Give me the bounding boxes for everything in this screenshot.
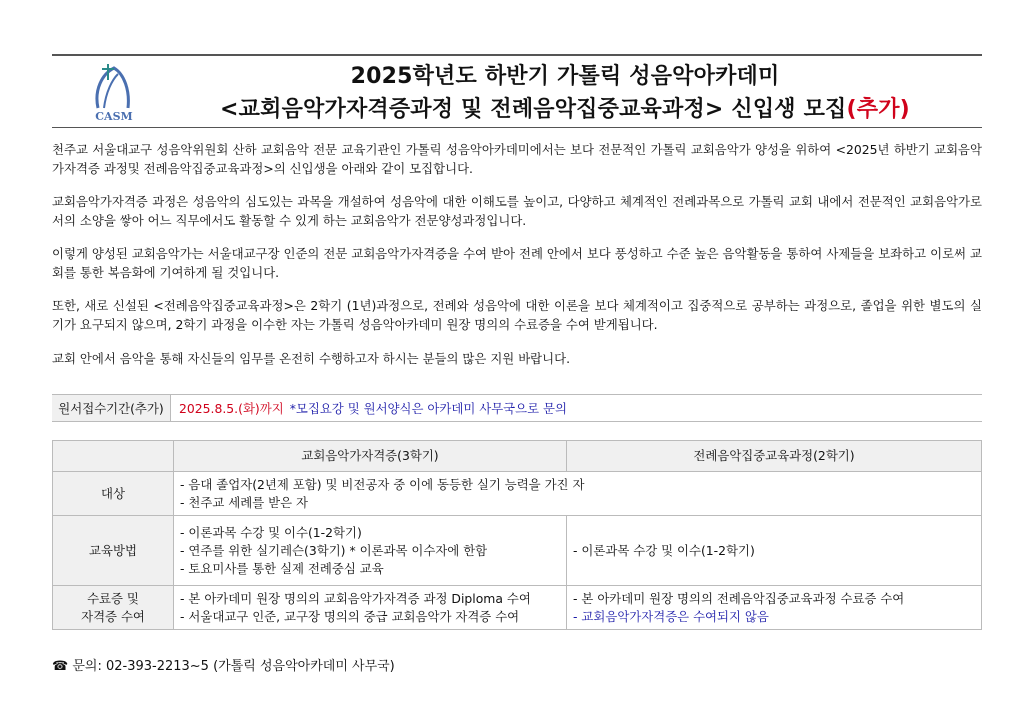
top-rule <box>52 54 982 56</box>
svg-text:CASM: CASM <box>95 110 133 123</box>
award-cert-item-2: - 서울대교구 인준, 교구장 명의의 중급 교회음악가 자격증 수여 <box>180 608 520 624</box>
table-header-cert: 교회음악가자격증(3학기) <box>174 441 567 472</box>
period-note: *모집요강 및 원서양식은 아카데미 사무국으로 문의 <box>289 401 567 416</box>
target-item-2: - 천주교 세례를 받은 자 <box>180 494 308 510</box>
intro-paragraph-5: 교회 안에서 음악을 통해 자신들의 임무를 온전히 수행하고자 하시는 분들의 많은 지원 바랍니다. <box>52 351 571 366</box>
award-label-line-2: 자격증 수여 <box>81 608 145 624</box>
award-intensive-item-2: - 교회음악가자격증은 수여되지 않음 <box>573 608 769 624</box>
award-cert-item-1: - 본 아카데미 원장 명의의 교회음악가자격증 과정 Diploma 수여 <box>180 590 531 606</box>
method-cert-cell <box>174 516 567 586</box>
table-row <box>53 516 982 586</box>
period-label: 원서접수기간(추가) <box>52 395 171 421</box>
award-intensive-cell <box>567 586 982 630</box>
table-header-intensive: 전례음악집중교육과정(2학기) <box>567 441 982 472</box>
table-corner <box>53 441 174 472</box>
page-title <box>150 60 980 126</box>
intro-paragraph-3: 이렇게 양성된 교회음악가는 서울대교구장 인준의 전문 교회음악가자격증을 수여 받아 전례 안에서 보다 풍성하고 수준 높은 음악활동을 통하여 사제들을 보좌하고 이로써 교회를 통한 복음화에 기여하게 될 것입니다. <box>52 246 982 280</box>
row-label-target: 대상 <box>53 472 174 516</box>
method-cert-item-3: - 토요미사를 통한 실제 전례중심 교육 <box>180 560 384 576</box>
method-intensive-item-1: - 이론과목 수강 및 이수(1-2학기) <box>573 542 755 558</box>
table-row <box>53 472 982 516</box>
target-item-1: - 음대 졸업자(2년제 포함) 및 비전공자 중 이에 동등한 실기 능력을 가진 자 <box>180 476 585 492</box>
application-period <box>52 394 982 422</box>
title-highlight: (추가) <box>846 97 910 122</box>
row-label-method: 교육방법 <box>53 516 174 586</box>
title-line-1: 2025학년도 하반기 가톨릭 성음악아카데미 <box>350 64 780 89</box>
method-cert-item-2: - 연주를 위한 실기레슨(3학기) * 이론과목 이수자에 한함 <box>180 542 488 558</box>
period-date: 2025.8.5.(화)까지 <box>179 401 284 416</box>
contact-line <box>52 655 395 674</box>
award-label-line-1: 수료증 및 <box>87 590 139 606</box>
title-line-2-text: <교회음악가자격증과정 및 전례음악집중교육과정> 신입생 모집 <box>220 97 847 122</box>
title-line-2 <box>150 93 980 126</box>
intro-paragraph-4: 또한, 새로 신설된 <전례음악집중교육과정>은 2학기 (1년)과정으로, 전례와 성음악에 대한 이론을 보다 체계적이고 집중적으로 공부하는 과정으로, 졸업을 위한 별도의 실기가 요구되지 않으며, 2학기 과정을 이수한 자는 가톨릭 성음악아카데미 원장 명의의 수료증을 수여 받게됩니다. <box>52 298 982 332</box>
phone-icon: ☎ <box>52 659 69 674</box>
award-intensive-item-1: - 본 아카데미 원장 명의의 전례음악집중교육과정 수료증 수여 <box>573 590 905 606</box>
title-rule <box>52 127 982 128</box>
contact-text: 문의: 02-393-2213~5 (가톨릭 성음악아카데미 사무국) <box>72 659 395 674</box>
award-cert-cell <box>174 586 567 630</box>
method-intensive-cell <box>567 516 982 586</box>
academy-logo <box>84 60 144 124</box>
target-cell <box>174 472 982 516</box>
course-table <box>52 440 982 630</box>
method-cert-item-1: - 이론과목 수강 및 이수(1-2학기) <box>180 524 362 540</box>
table-row <box>53 586 982 630</box>
period-value <box>171 395 567 421</box>
intro-paragraph-2: 교회음악가자격증 과정은 성음악의 심도있는 과목을 개설하여 성음악에 대한 이해도를 높이고, 다양하고 체계적인 전례과목으로 가톨릭 교회 내에서 전문적인 교회음악가로서의 소양을 쌓아 어느 직무에서도 활동할 수 있게 하는 교회음악가 전문양성과정입니다. <box>52 194 982 228</box>
table-header-row <box>53 441 982 472</box>
intro-paragraph-1: 천주교 서울대교구 성음악위원회 산하 교회음악 전문 교육기관인 가톨릭 성음악아카데미에서는 보다 전문적인 가톨릭 교회음악가 양성을 위하여 <2025년 하반기 교회음악가자격증 과정및 전례음악집중교육과정>의 신입생을 아래와 같이 모집합니다. <box>52 142 982 176</box>
row-label-award <box>53 586 174 630</box>
